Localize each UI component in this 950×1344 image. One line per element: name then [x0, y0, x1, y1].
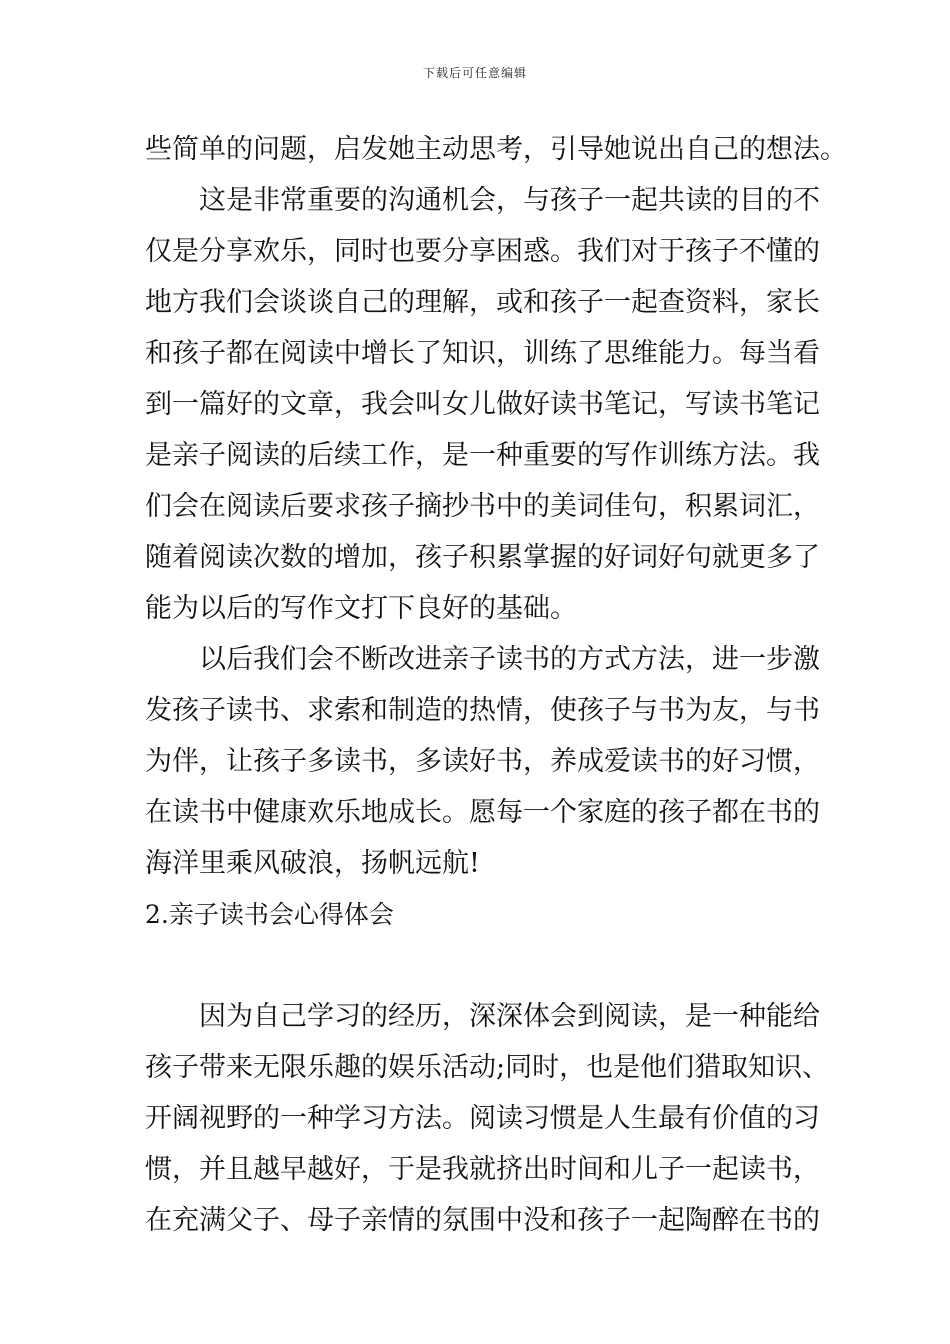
paragraph-line: 海洋里乘风破浪，扬帆远航! [145, 848, 480, 879]
paragraph-line: 是亲子阅读的后续工作，是一种重要的写作训练方法。我 [145, 440, 820, 471]
paragraph-line: 地方我们会谈谈自己的理解，或和孩子一起查资料，家长 [145, 287, 820, 318]
paragraph-line: 因为自己学习的经历，深深体会到阅读，是一种能给 [199, 1001, 820, 1032]
paragraph-line: 和孩子都在阅读中增长了知识，训练了思维能力。每当看 [145, 338, 820, 369]
paragraph-line: 在读书中健康欢乐地成长。愿每一个家庭的孩子都在书的 [145, 797, 820, 828]
paragraph-line: 到一篇好的文章，我会叫女儿做好读书笔记，写读书笔记 [145, 389, 820, 420]
paragraph-line: 发孩子读书、求索和制造的热情，使孩子与书为友，与书 [145, 695, 820, 726]
paragraph-line: 这是非常重要的沟通机会，与孩子一起共读的目的不 [199, 185, 820, 216]
paragraph-line: 开阔视野的一种学习方法。阅读习惯是人生最有价值的习 [145, 1103, 820, 1134]
paragraph-line: 仅是分享欢乐，同时也要分享困惑。我们对于孩子不懂的 [145, 236, 820, 267]
paragraph-line: 些简单的问题，启发她主动思考，引导她说出自己的想法。 [145, 134, 847, 165]
blank-line [145, 940, 810, 991]
paragraph-line: 为伴，让孩子多读书，多读好书，养成爱读书的好习惯， [145, 746, 820, 777]
paragraph-line: 以后我们会不断改进亲子读书的方式方法，进一步激 [199, 644, 820, 675]
paragraph-line: 惯，并且越早越好，于是我就挤出时间和儿子一起读书， [145, 1154, 820, 1185]
page-header: 下载后可任意编辑 [422, 66, 527, 80]
section-heading: 2.亲子读书会心得体会 [145, 900, 394, 929]
paragraph-line: 们会在阅读后要求孩子摘抄书中的美词佳句，积累词汇， [145, 491, 820, 522]
paragraph-line: 随着阅读次数的增加，孩子积累掌握的好词好句就更多了 [145, 542, 820, 573]
paragraph-line: 孩子带来无限乐趣的娱乐活动;同时，也是他们猎取知识、 [145, 1052, 830, 1083]
document-body [145, 124, 847, 1246]
paragraph-line: 在充满父子、母子亲情的氛围中没和孩子一起陶醉在书的 [145, 1205, 820, 1236]
paragraph-line: 能为以后的写作文打下良好的基础。 [145, 593, 577, 624]
